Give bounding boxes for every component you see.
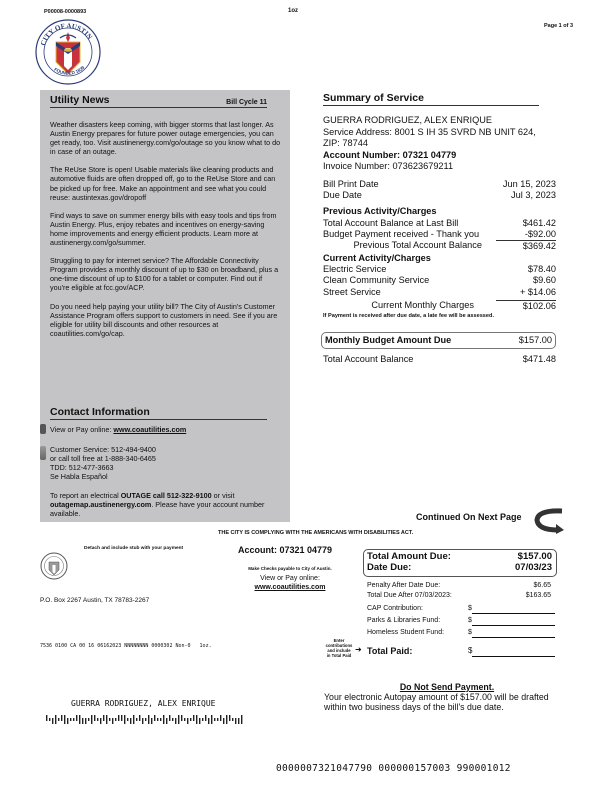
penalty-label: Penalty After Date Due:	[367, 582, 441, 589]
total-paid-label: Total Paid:	[367, 646, 413, 656]
utility-news-title: Utility News	[50, 94, 110, 106]
svg-text:FOUNDED 1839: FOUNDED 1839	[53, 64, 86, 76]
currency-sign: $	[468, 646, 473, 655]
online-pay-label: View or Pay online:	[50, 425, 114, 434]
coautilities-link[interactable]: www.coautilities.com	[113, 425, 187, 434]
view-pay-online-label: View or Pay online:	[260, 575, 320, 582]
previous-item-amount: -$92.00	[524, 228, 556, 239]
barcode-bar	[88, 718, 89, 721]
news-paragraph: Struggling to pay for internet service? The Affordable Connectivity Program provides a monthly discount of up to $30 on broadband, plus a one-time discount of up to $100 for a tablet or computer. Find out if you're eligible at fcc.gov/ACP.	[50, 256, 279, 293]
barcode-bar	[109, 718, 110, 721]
spanish-note: Se Habla Español	[50, 472, 108, 481]
barcode-bar	[178, 715, 179, 724]
barcode-bar	[151, 718, 152, 724]
svg-text:CITY OF AUSTIN: CITY OF AUSTIN	[39, 21, 94, 47]
news-paragraph: Find ways to save on summer energy bills with easy tools and tips from Austin Energy. Plus, enjoy rebates and incentives on energy-saving home improvements and energy efficient products. Learn more at austinenergy.com/go/summer.	[50, 210, 277, 248]
contribution-row	[367, 615, 555, 627]
barcode-bar	[58, 718, 59, 721]
barcode-bar	[175, 718, 176, 724]
current-item-amount: $9.60	[533, 275, 556, 286]
current-total-row	[323, 298, 556, 313]
current-item-row	[323, 275, 556, 286]
news-body	[50, 120, 282, 347]
previous-item-amount: $461.42	[522, 217, 556, 228]
news-paragraph: Do you need help paying your utility bill? The City of Austin's Customer Assistance Program offers support to customers in need. See if you are eligible for utility bill discounts and other resources at coautilities.com/go/cap.	[50, 301, 278, 338]
barcode-bar	[169, 715, 170, 721]
barcode-bar	[73, 718, 74, 721]
contact-information-title: Contact Information	[50, 406, 267, 420]
previous-total-label: Previous Total Account Balance	[353, 240, 482, 251]
news-paragraph: Weather disasters keep coming, with bigger storms that last longer. As Austin Energy prepares for future power outage emergencies, you can get ready, too. Visit austinenergy.com/go/outage so you know what to do in case of an outage.	[50, 120, 281, 157]
barcode-bar	[91, 715, 92, 724]
total-due-amount: $157.00	[517, 551, 552, 562]
toll-free-phone: or call toll free at 1-888-340-6465	[50, 454, 156, 463]
arrow-right-icon: ➜	[355, 645, 362, 654]
current-item-row	[323, 287, 556, 298]
barcode-bar	[232, 718, 233, 721]
previous-total-row	[323, 240, 556, 253]
continued-label: Continued On Next Page	[416, 512, 522, 522]
barcode-bar	[238, 718, 239, 724]
enter-note-line: Enter	[333, 638, 345, 643]
previous-total-amount: $369.42	[496, 240, 556, 253]
enter-note-line: contributions	[325, 643, 353, 648]
barcode-bar	[130, 718, 131, 724]
news-paragraph: The ReUse Store is open! Usable materials like cleaning products and automotive fluids are often dropped off, go to the ReUse Store and can be picked up for free. Make an appointment and see what you could reuse: austintexas.gov/dropoff	[50, 165, 276, 202]
total-amount-due-box	[363, 549, 557, 577]
date-due-label: Date Due:	[367, 561, 412, 573]
barcode-bar	[202, 718, 203, 721]
barcode-bar	[172, 718, 173, 721]
barcode-bar	[85, 718, 86, 724]
total-paid-row	[367, 646, 555, 657]
barcode-bar	[133, 715, 134, 724]
barcode-bar	[64, 715, 65, 724]
previous-activity-title: Previous Activity/Charges	[323, 206, 437, 217]
ada-notice: THE CITY IS COMPLYING WITH THE AMERICANS WITH DISABILITIES ACT.	[218, 530, 414, 536]
bill-print-date: Jun 15, 2023	[502, 178, 556, 189]
total-after-row	[367, 591, 551, 601]
barcode-bar	[103, 715, 104, 721]
barcode-bar	[136, 718, 137, 721]
currency-sign: $	[468, 617, 472, 624]
cap-contribution-input[interactable]	[472, 603, 555, 614]
barcode-bar	[148, 715, 149, 724]
stub-website-link[interactable]: www.coautilities.com	[254, 584, 326, 591]
barcode-bar	[160, 718, 161, 721]
barcode-bar	[145, 718, 146, 721]
currency-sign: $	[468, 629, 472, 636]
monthly-budget-due-box	[321, 332, 556, 349]
late-fee-note: If Payment is received after due date, a late fee will be assessed.	[323, 312, 494, 319]
barcode-bar	[106, 715, 107, 724]
outage-suffix: . Please have your account number available.	[50, 500, 265, 518]
current-item-amount: $78.40	[527, 264, 556, 275]
barcode-bar	[229, 715, 230, 721]
penalty-amount: $6.65	[533, 582, 551, 589]
barcode-bar	[55, 715, 56, 724]
barcode-bar	[139, 715, 140, 721]
barcode-bar	[115, 718, 116, 721]
current-item-label: Street Service	[323, 286, 381, 297]
current-activity-title: Current Activity/Charges	[323, 252, 431, 263]
computer-icon	[40, 424, 46, 434]
barcode-bar	[97, 718, 98, 721]
tdd-phone: TDD: 512-477-3663	[50, 463, 114, 472]
city-of-austin-seal	[34, 18, 102, 86]
document-code: P00008-0000893	[44, 9, 87, 15]
due-date: Jul 3, 2023	[511, 189, 556, 200]
previous-item-row	[323, 229, 556, 240]
city-seal-small	[40, 552, 68, 580]
previous-item-row	[323, 218, 556, 229]
stub-account-number: Account: 07321 04779	[238, 545, 333, 555]
barcode-bar	[223, 718, 224, 724]
account-number: Account Number: 07321 04779	[323, 149, 457, 160]
contribution-row	[367, 603, 555, 615]
barcode-bar	[226, 715, 227, 724]
payment-scanline: 0000007321047790 000000157003 990001012	[276, 763, 511, 774]
total-balance-amount: $471.48	[522, 353, 556, 364]
homeless-student-input[interactable]	[472, 627, 555, 638]
postal-barcode	[46, 711, 246, 720]
mailing-name: GUERRA RODRIGUEZ, ALEX ENRIQUE	[71, 699, 216, 708]
budget-due-amount: $157.00	[518, 334, 552, 345]
barcode-bar	[127, 718, 128, 721]
customer-name: GUERRA RODRIGUEZ, ALEX ENRIQUE	[323, 115, 492, 125]
barcode-bar	[124, 715, 125, 724]
autopay-text: Your electronic Autopay amount of $157.00 will be drafted within two business days of the bill's due date.	[324, 692, 549, 712]
current-item-label: Electric Service	[323, 264, 387, 275]
current-total-amount: $102.06	[496, 300, 556, 313]
outage-phone: OUTAGE call 512-322-9100	[120, 491, 212, 500]
autopay-notice	[324, 682, 570, 712]
zip-code: ZIP: 78744	[323, 138, 368, 148]
barcode-bar	[70, 718, 71, 721]
barcode-bar	[67, 718, 68, 724]
invoice-number: Invoice Number: 073623679211	[323, 161, 454, 171]
date-due-row	[364, 563, 556, 574]
bill-print-date-row	[323, 179, 556, 190]
total-after-amount: $163.65	[525, 592, 551, 599]
enter-note-line: and include	[327, 648, 351, 653]
barcode-bar	[217, 718, 218, 721]
bill-print-date-label: Bill Print Date	[323, 178, 379, 189]
barcode-bar	[187, 718, 188, 724]
customer-service-phone: Customer Service: 512-494-9400	[50, 445, 156, 454]
due-date-row	[323, 190, 556, 201]
previous-item-label: Total Account Balance at Last Bill	[323, 217, 459, 228]
date-due-value: 07/03/23	[515, 561, 552, 573]
barcode-bar	[193, 715, 194, 721]
contribution-label: CAP Contribution:	[367, 605, 423, 612]
barcode-bar	[184, 718, 185, 721]
weight-label: 1oz	[288, 8, 299, 14]
summary-of-service	[323, 92, 556, 365]
barcode-bar	[49, 718, 50, 721]
barcode-bar	[166, 718, 167, 724]
barcode-bar	[241, 715, 242, 724]
total-balance-label: Total Account Balance	[323, 353, 414, 364]
barcode-bar	[196, 715, 197, 724]
service-address: Service Address: 8001 S IH 35 SVRD NB UNIT 624,	[323, 126, 536, 137]
page-indicator: Page 1 of 3	[544, 23, 574, 29]
budget-due-label: Monthly Budget Amount Due	[325, 334, 452, 345]
utility-news-header	[50, 94, 267, 108]
previous-item-label: Budget Payment received - Thank you	[323, 228, 480, 239]
current-total-label: Current Monthly Charges	[371, 300, 474, 311]
contribution-row	[367, 627, 555, 639]
barcode-bar	[157, 718, 158, 721]
barcode-bar	[214, 718, 215, 721]
current-item-row	[323, 264, 556, 275]
contribution-label: Parks & Libraries Fund:	[367, 617, 441, 624]
utility-news-panel	[40, 90, 290, 522]
due-date-label: Due Date	[323, 189, 362, 200]
barcode-bar	[79, 715, 80, 724]
barcode-bar	[52, 718, 53, 724]
barcode-bar	[61, 715, 62, 721]
do-not-send-payment: Do Not Send Payment.	[399, 682, 495, 692]
barcode-bar	[100, 718, 101, 724]
mail-sort-code: 7536 0100 CA 00 16 06162023 NNNNNNNN 0000302 Non-0 1oz.	[40, 643, 212, 649]
barcode-bar	[76, 715, 77, 721]
barcode-bar	[142, 718, 143, 724]
barcode-bar	[190, 718, 191, 721]
contributions-block	[367, 603, 555, 639]
contribution-label: Homeless Student Fund:	[367, 629, 445, 636]
barcode-bar	[82, 718, 83, 724]
outage-map-link[interactable]: outagemap.austinenergy.com	[50, 500, 152, 509]
barcode-bar	[205, 715, 206, 721]
barcode-bar	[220, 715, 221, 721]
outage-prefix: To report an electrical	[50, 491, 121, 500]
outage-report-text	[50, 491, 282, 518]
total-balance-row	[323, 354, 556, 365]
phone-icon	[40, 446, 46, 460]
po-box-address: P.O. Box 2267 Austin, TX 78783-2267	[40, 597, 150, 604]
phone-contact-block	[50, 445, 156, 481]
total-amount-due-row	[364, 550, 556, 563]
total-due-label: Total Amount Due:	[367, 551, 451, 562]
barcode-bar	[154, 715, 155, 721]
bill-cycle: Bill Cycle 11	[226, 99, 267, 106]
parks-libraries-input[interactable]	[472, 615, 555, 626]
total-paid-input[interactable]	[472, 646, 555, 657]
checks-payable-note: Make Checks payable to City of Austin.	[248, 566, 332, 571]
barcode-bar	[235, 718, 236, 724]
barcode-bar	[121, 715, 122, 721]
enter-note-line: in Total Paid	[326, 653, 352, 658]
barcode-bar	[163, 715, 164, 724]
penalty-row	[367, 581, 551, 591]
barcode-bar	[181, 715, 182, 721]
barcode-bar	[94, 715, 95, 721]
barcode-bar	[208, 718, 209, 724]
continued-arrow-icon	[532, 508, 566, 534]
current-item-label: Clean Community Service	[323, 275, 430, 286]
barcode-bar	[112, 718, 113, 724]
summary-title: Summary of Service	[323, 92, 539, 106]
current-item-amount: + $14.06	[519, 286, 556, 297]
enter-contributions-note	[322, 638, 356, 658]
barcode-bar	[118, 715, 119, 721]
barcode-bar	[199, 718, 200, 724]
detach-note: Detach and include stub with your payment	[84, 546, 184, 551]
total-after-label: Total Due After 07/03/2023:	[367, 592, 452, 599]
outage-mid: or visit	[211, 491, 235, 500]
penalty-block	[367, 581, 551, 601]
barcode-bar	[211, 715, 212, 724]
currency-sign: $	[468, 605, 472, 612]
online-pay-row	[50, 425, 186, 434]
barcode-bar	[46, 715, 47, 721]
